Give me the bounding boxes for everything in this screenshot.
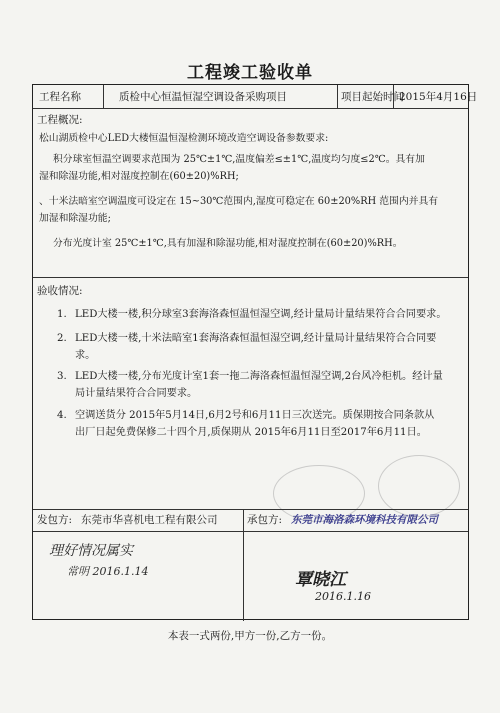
project-name-label: 工程名称 (39, 91, 81, 103)
acceptance-item (57, 407, 467, 441)
item-line-1: 空调送货分 2015年5月14日,6月2号和6月11日三次送完。质保期按合同条款从 (75, 410, 435, 421)
issuer-signature: 常明 2016.1.14 (67, 565, 149, 578)
item-number: 3. (57, 371, 67, 382)
row-divider (33, 277, 468, 278)
item-line-2: 局计量结果符合合同要求。 (75, 388, 198, 399)
item-line-1: LED大楼一楼,分布光度计室1套一拖二海洛森恒温恒湿空调,2台风冷柜机。经计量 (75, 371, 443, 382)
col-divider (103, 85, 104, 108)
overview-label: 工程概况: (37, 114, 83, 126)
contractor-signature-date: 2016.1.16 (315, 590, 371, 603)
item-line-1: LED大楼一楼,十米法暗室1套海洛森恒温恒湿空调,经计量局计量结果符合合同要 (75, 333, 437, 344)
issuer-label: 发包方: (37, 514, 73, 526)
overview-p2-line-2: 加湿和除湿功能; (39, 213, 111, 224)
overview-paragraph-3 (39, 235, 463, 252)
item-line-2: 出厂日起免费保修二十四个月,质保期从 2015年6月11日至2017年6月11日。 (75, 427, 427, 438)
item-number: 1. (57, 309, 67, 320)
overview-intro: 松山湖质检中心LED大楼恒温恒湿检测环境改造空调设备参数要求: (39, 133, 329, 144)
col-divider (243, 509, 244, 621)
item-number: 2. (57, 333, 67, 344)
overview-p2-line-1: 十米法暗室空调温度可设定在 15~30℃范围内,湿度可稳定在 60±20%RH 范围内并具有 (48, 196, 439, 207)
item-line-2: 求。 (75, 350, 96, 361)
overview-p1-line-1: 积分球室恒温空调要求范围为 25℃±1℃,温度偏差≤±1℃,温度均匀度≤2℃。具有加 (53, 154, 425, 165)
row-divider (33, 531, 468, 532)
acceptance-item (57, 306, 467, 323)
col-divider (337, 85, 338, 108)
overview-p3-line: 分布光度计室 25℃±1℃,具有加湿和除湿功能,相对湿度控制在(60±20)%RH。 (53, 238, 403, 249)
document-title: 工程竣工验收单 (187, 63, 313, 83)
contractor-label: 承包方: (247, 514, 283, 526)
contractor-signature: 覃晓江 (295, 570, 346, 590)
item-number: 4. (57, 410, 67, 421)
form-table (32, 84, 478, 620)
issuer-signature-note: 理好情况属实 (49, 543, 133, 559)
start-time-value: 2015年4月16日 (399, 91, 478, 103)
acceptance-label: 验收情况: (37, 285, 83, 297)
overview-paragraph-1 (39, 151, 463, 185)
contractor-name: 东莞市海洛森环境科技有限公司 (291, 514, 438, 526)
item-line-1: LED大楼一楼,积分球室3套海洛森恒温恒湿空调,经计量局计量结果符合合同要求。 (75, 309, 447, 320)
overview-paragraph-2: 、十米法暗室空调温度可设定在 15~30℃范围内,湿度可稳定在 60±20%RH 范围内并具有 加湿和除湿功能; (39, 193, 463, 227)
faint-stamp-mark (378, 455, 460, 517)
footer-note: 本表一式两份,甲方一份,乙方一份。 (167, 630, 333, 642)
acceptance-item (57, 330, 467, 364)
project-name-value: 质检中心恒温恒湿空调设备采购项目 (119, 91, 287, 103)
row-divider (33, 509, 468, 510)
row-divider (33, 108, 468, 109)
overview-p1-line-2: 湿和除湿功能,相对湿度控制在(60±20)%RH; (39, 171, 239, 182)
start-time-label: 项目起始时间 (341, 91, 404, 103)
acceptance-item (57, 368, 467, 402)
issuer-name: 东莞市华喜机电工程有限公司 (81, 514, 218, 526)
